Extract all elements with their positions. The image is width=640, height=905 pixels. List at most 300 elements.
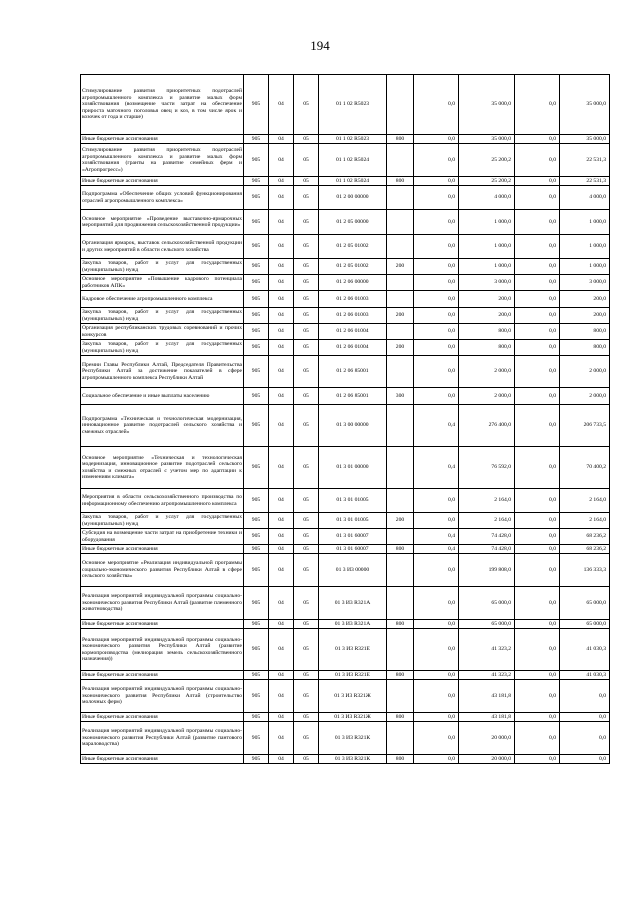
grbs-code: 905 (244, 587, 269, 620)
expense-type-code: 200 (387, 308, 414, 324)
target-article-code: 01 3 И3 R321А (319, 620, 387, 629)
target-article-code: 01 2 06 01003 (319, 291, 387, 308)
row-description: Закупка товаров, работ и услуг для государственных (муниципальных) нужд (82, 260, 242, 273)
target-article-code: 01 3 00 00000 (319, 405, 387, 447)
amount-3: 0,0 (515, 308, 560, 324)
amount-1: 0,0 (414, 671, 459, 680)
budget-table-body (81, 75, 610, 764)
row-description: Премии Главы Республики Алтай, Председателя Правительства Республики Алтай за достижение показателей в сфере агропромышленного комплекса Республики Алтай (81, 356, 244, 388)
amount-3: 0,0 (515, 755, 560, 764)
target-article-code: 01 2 06 01003 (319, 308, 387, 324)
grbs-code: 905 (244, 447, 269, 489)
amount-2: 1 000,0 (459, 235, 515, 259)
amount-3: 0,0 (515, 291, 560, 308)
subsection-code: 05 (294, 629, 319, 671)
grbs-code: 905 (244, 235, 269, 259)
amount-1: 0,0 (414, 340, 459, 356)
row-description: Закупка товаров, работ и услуг для государственных (муниципальных) нужд (82, 514, 242, 527)
table-row (81, 587, 610, 620)
amount-2: 43 181,8 (459, 680, 515, 713)
table-row (81, 275, 610, 291)
table-row (81, 620, 610, 629)
table-row (81, 722, 610, 755)
section-code: 04 (269, 340, 294, 356)
expense-type-code (387, 447, 414, 489)
row-description: Иные бюджетные ассигнования (81, 713, 244, 722)
row-description: Организация республиканских трудовых соревнований и прочих конкурсов (82, 325, 242, 338)
grbs-code: 905 (244, 186, 269, 210)
amount-2: 200,0 (459, 308, 515, 324)
section-code: 04 (269, 671, 294, 680)
amount-3: 0,0 (515, 186, 560, 210)
expense-type-code: 200 (387, 513, 414, 529)
table-row (81, 235, 610, 259)
row-description: Стимулирование развития приоритетных подотраслей агропромышленного комплекса и развитие малых форм хозяйствования (гранты на развитие семейных ферм и «Агропрогресс») (81, 144, 244, 177)
subsection-code: 05 (294, 671, 319, 680)
subsection-code: 05 (294, 275, 319, 291)
row-description: Подпрограмма «Обеспечение общих условий функционирования отраслей агропромышленного комплекса» (81, 186, 244, 210)
section-code: 04 (269, 235, 294, 259)
section-code: 04 (269, 388, 294, 405)
target-article-code: 01 3 И3 R321Ж (319, 680, 387, 713)
section-code: 04 (269, 291, 294, 308)
subsection-code: 05 (294, 291, 319, 308)
expense-type-code (387, 186, 414, 210)
amount-1: 0,0 (414, 554, 459, 587)
expense-type-code (387, 722, 414, 755)
section-code: 04 (269, 405, 294, 447)
amount-1: 0,0 (414, 629, 459, 671)
grbs-code: 905 (244, 620, 269, 629)
target-article-code: 01 1 02 R5023 (319, 75, 387, 135)
table-row (81, 210, 610, 235)
section-code: 04 (269, 259, 294, 275)
row-description: Реализация мероприятий индивидуальной программы социально-экономического развития Республики Алтай (развитие пантового мараловодства) (81, 722, 244, 755)
row-description: Основное мероприятие «Повышение кадрового потенциала работников АПК» (82, 276, 242, 289)
amount-2: 1 000,0 (459, 259, 515, 275)
table-row (81, 545, 610, 554)
subsection-code: 05 (294, 75, 319, 135)
subsection-code: 05 (294, 489, 319, 513)
grbs-code: 905 (244, 177, 269, 186)
amount-4: 136 333,3 (560, 554, 610, 587)
amount-2: 2 164,0 (459, 489, 515, 513)
amount-4: 2 000,0 (560, 388, 610, 405)
section-code: 04 (269, 680, 294, 713)
grbs-code: 905 (244, 405, 269, 447)
amount-3: 0,0 (515, 513, 560, 529)
target-article-code: 01 2 06 85001 (319, 356, 387, 388)
subsection-code: 05 (294, 210, 319, 235)
subsection-code: 05 (294, 259, 319, 275)
expense-type-code: 800 (387, 671, 414, 680)
grbs-code: 905 (244, 713, 269, 722)
grbs-code: 905 (244, 722, 269, 755)
section-code: 04 (269, 308, 294, 324)
section-code: 04 (269, 629, 294, 671)
subsection-code: 05 (294, 722, 319, 755)
amount-1: 0,0 (414, 135, 459, 144)
subsection-code: 05 (294, 554, 319, 587)
amount-2: 200,0 (459, 291, 515, 308)
row-description: Кадровое обеспечение агропромышленного комплекса (81, 291, 244, 308)
expense-type-code: 800 (387, 177, 414, 186)
subsection-code: 05 (294, 186, 319, 210)
row-description: Субсидия на возмещение части затрат на приобретение техники и оборудования (82, 530, 242, 543)
amount-4: 2 164,0 (560, 489, 610, 513)
amount-3: 0,0 (515, 388, 560, 405)
section-code: 04 (269, 356, 294, 388)
amount-1: 0,0 (414, 513, 459, 529)
amount-4: 0,0 (560, 680, 610, 713)
row-description: Социальное обеспечение и иные выплаты населению (81, 388, 244, 405)
table-row (81, 447, 610, 489)
row-description: Реализация мероприятий индивидуальной программы социально-экономического развития Республики Алтай (строительство молочных ферм) (81, 680, 244, 713)
amount-2: 25 200,2 (459, 144, 515, 177)
table-row (81, 680, 610, 713)
expense-type-code (387, 489, 414, 513)
amount-4: 200,0 (560, 291, 610, 308)
target-article-code: 01 1 02 R5024 (319, 177, 387, 186)
amount-3: 0,0 (515, 235, 560, 259)
amount-3: 0,0 (515, 671, 560, 680)
amount-4: 3 000,0 (560, 275, 610, 291)
subsection-code: 05 (294, 235, 319, 259)
target-article-code: 01 1 02 R5024 (319, 144, 387, 177)
amount-4: 68 236,2 (560, 529, 610, 545)
section-code: 04 (269, 513, 294, 529)
amount-2: 65 000,0 (459, 587, 515, 620)
target-article-code: 01 3 01 60007 (319, 545, 387, 554)
table-row (81, 259, 610, 275)
amount-4: 22 531,3 (560, 177, 610, 186)
budget-table (80, 74, 610, 764)
grbs-code: 905 (244, 356, 269, 388)
target-article-code: 01 2 05 01002 (319, 259, 387, 275)
amount-1: 0,0 (414, 713, 459, 722)
amount-4: 2 000,0 (560, 356, 610, 388)
amount-4: 0,0 (560, 713, 610, 722)
section-code: 04 (269, 755, 294, 764)
target-article-code: 01 3 01 01005 (319, 489, 387, 513)
grbs-code: 905 (244, 554, 269, 587)
amount-4: 70 400,2 (560, 447, 610, 489)
target-article-code: 01 2 06 01004 (319, 324, 387, 340)
grbs-code: 905 (244, 629, 269, 671)
amount-2: 2 000,0 (459, 388, 515, 405)
target-article-code: 01 3 01 00000 (319, 447, 387, 489)
amount-4: 1 000,0 (560, 235, 610, 259)
subsection-code: 05 (294, 620, 319, 629)
table-row (81, 405, 610, 447)
amount-3: 0,0 (515, 680, 560, 713)
table-row (81, 629, 610, 671)
amount-3: 0,0 (515, 275, 560, 291)
amount-4: 200,0 (560, 308, 610, 324)
amount-3: 0,0 (515, 554, 560, 587)
table-row (81, 308, 610, 324)
expense-type-code: 300 (387, 388, 414, 405)
amount-2: 25 200,2 (459, 177, 515, 186)
amount-1: 0,0 (414, 755, 459, 764)
table-row (81, 135, 610, 144)
row-description: Мероприятия в области сельскохозяйственного производства по информационному обеспечению агропромышленного комплекса (81, 489, 244, 513)
expense-type-code (387, 680, 414, 713)
row-description: Стимулирование развития приоритетных подотраслей агропромышленного комплекса и развитие малых форм хозяйствования (возмещение части затрат на обеспечение прироста маточного поголовья овец и коз, в том числе ярок и козочек от года и старше) (81, 75, 244, 135)
amount-3: 0,0 (515, 587, 560, 620)
target-article-code: 01 3 И3 R321А (319, 587, 387, 620)
amount-1: 0,0 (414, 388, 459, 405)
amount-4: 65 000,0 (560, 587, 610, 620)
amount-3: 0,0 (515, 529, 560, 545)
subsection-code: 05 (294, 447, 319, 489)
amount-3: 0,0 (515, 545, 560, 554)
subsection-code: 05 (294, 388, 319, 405)
amount-3: 0,0 (515, 489, 560, 513)
table-row (81, 388, 610, 405)
row-description: Иные бюджетные ассигнования (81, 620, 244, 629)
target-article-code: 01 3 И3 R321Е (319, 629, 387, 671)
section-code: 04 (269, 447, 294, 489)
expense-type-code: 200 (387, 259, 414, 275)
grbs-code: 905 (244, 529, 269, 545)
amount-4: 41 030,3 (560, 671, 610, 680)
grbs-code: 905 (244, 275, 269, 291)
subsection-code: 05 (294, 587, 319, 620)
amount-2: 20 000,0 (459, 755, 515, 764)
row-description: Основное мероприятие «Реализация индивидуальной программы социально-экономического развития Республики Алтай в сфере сельского хозяйства» (81, 554, 244, 587)
target-article-code: 01 2 05 00000 (319, 210, 387, 235)
subsection-code: 05 (294, 545, 319, 554)
amount-2: 43 181,8 (459, 713, 515, 722)
expense-type-code (387, 356, 414, 388)
subsection-code: 05 (294, 680, 319, 713)
amount-1: 0,0 (414, 144, 459, 177)
amount-3: 0,0 (515, 324, 560, 340)
table-row (81, 671, 610, 680)
row-description: Иные бюджетные ассигнования (81, 135, 244, 144)
row-description: Иные бюджетные ассигнования (81, 177, 244, 186)
row-description: Реализация мероприятий индивидуальной программы социально-экономического развития Республики Алтай (развитие кормопроизводства (мелиорация земель сельскохозяйственного назначения)) (81, 629, 244, 671)
target-article-code: 01 2 00 00000 (319, 186, 387, 210)
section-code: 04 (269, 587, 294, 620)
expense-type-code: 800 (387, 545, 414, 554)
amount-4: 35 000,0 (560, 135, 610, 144)
target-article-code: 01 2 05 01002 (319, 235, 387, 259)
amount-1: 0,0 (414, 489, 459, 513)
amount-1: 0,0 (414, 275, 459, 291)
amount-3: 0,0 (515, 405, 560, 447)
row-description: Подпрограмма «Техническая и технологическая модернизация, инновационное развитие подотраслей сельского хозяйства и смежных отраслей» (81, 405, 244, 447)
grbs-code: 905 (244, 75, 269, 135)
amount-1: 0,4 (414, 545, 459, 554)
subsection-code: 05 (294, 513, 319, 529)
section-code: 04 (269, 545, 294, 554)
amount-3: 0,0 (515, 722, 560, 755)
amount-4: 65 000,0 (560, 620, 610, 629)
amount-1: 0,0 (414, 620, 459, 629)
amount-4: 800,0 (560, 340, 610, 356)
subsection-code: 05 (294, 405, 319, 447)
amount-3: 0,0 (515, 177, 560, 186)
section-code: 04 (269, 529, 294, 545)
section-code: 04 (269, 75, 294, 135)
expense-type-code (387, 529, 414, 545)
expense-type-code (387, 275, 414, 291)
table-row (81, 356, 610, 388)
table-row (81, 489, 610, 513)
amount-4: 4 000,0 (560, 186, 610, 210)
amount-4: 206 733,5 (560, 405, 610, 447)
subsection-code: 05 (294, 144, 319, 177)
amount-1: 0,0 (414, 722, 459, 755)
grbs-code: 905 (244, 308, 269, 324)
target-article-code: 01 3 01 60007 (319, 529, 387, 545)
target-article-code: 01 3 И3 00000 (319, 554, 387, 587)
amount-2: 276 400,0 (459, 405, 515, 447)
table-row (81, 186, 610, 210)
grbs-code: 905 (244, 513, 269, 529)
section-code: 04 (269, 144, 294, 177)
section-code: 04 (269, 554, 294, 587)
amount-3: 0,0 (515, 620, 560, 629)
row-description: Основное мероприятие «Проведение выставочно-ярмарочных мероприятий для продвижения сельскохозяйственной продукции» (81, 210, 244, 235)
amount-1: 0,0 (414, 186, 459, 210)
expense-type-code (387, 324, 414, 340)
expense-type-code (387, 210, 414, 235)
amount-1: 0,0 (414, 210, 459, 235)
expense-type-code (387, 554, 414, 587)
amount-2: 800,0 (459, 324, 515, 340)
row-description: Реализация мероприятий индивидуальной программы социально-экономического развития Республики Алтай (развитие племенного животноводства) (81, 587, 244, 620)
amount-1: 0,0 (414, 587, 459, 620)
amount-3: 0,0 (515, 629, 560, 671)
expense-type-code: 800 (387, 755, 414, 764)
section-code: 04 (269, 135, 294, 144)
amount-4: 41 030,3 (560, 629, 610, 671)
table-row (81, 340, 610, 356)
expense-type-code (387, 75, 414, 135)
amount-3: 0,0 (515, 75, 560, 135)
subsection-code: 05 (294, 755, 319, 764)
table-row (81, 324, 610, 340)
target-article-code: 01 3 И3 R321Е (319, 671, 387, 680)
grbs-code: 905 (244, 489, 269, 513)
expense-type-code: 800 (387, 620, 414, 629)
table-row (81, 554, 610, 587)
amount-4: 0,0 (560, 755, 610, 764)
amount-2: 65 000,0 (459, 620, 515, 629)
subsection-code: 05 (294, 308, 319, 324)
expense-type-code (387, 629, 414, 671)
target-article-code: 01 3 И3 R321Ж (319, 713, 387, 722)
amount-1: 0,0 (414, 308, 459, 324)
row-description: Закупка товаров, работ и услуг для государственных (муниципальных) нужд (82, 309, 242, 322)
table-row (81, 75, 610, 135)
amount-2: 20 000,0 (459, 722, 515, 755)
target-article-code: 01 2 06 00000 (319, 275, 387, 291)
amount-2: 4 000,0 (459, 186, 515, 210)
section-code: 04 (269, 210, 294, 235)
grbs-code: 905 (244, 755, 269, 764)
subsection-code: 05 (294, 529, 319, 545)
amount-4: 1 000,0 (560, 210, 610, 235)
grbs-code: 905 (244, 291, 269, 308)
grbs-code: 905 (244, 388, 269, 405)
grbs-code: 905 (244, 324, 269, 340)
amount-4: 800,0 (560, 324, 610, 340)
amount-1: 0,0 (414, 291, 459, 308)
expense-type-code (387, 587, 414, 620)
amount-2: 35 000,0 (459, 135, 515, 144)
table-row (81, 529, 610, 545)
amount-2: 800,0 (459, 340, 515, 356)
section-code: 04 (269, 722, 294, 755)
grbs-code: 905 (244, 144, 269, 177)
expense-type-code (387, 144, 414, 177)
amount-2: 199 808,0 (459, 554, 515, 587)
subsection-code: 05 (294, 324, 319, 340)
grbs-code: 905 (244, 210, 269, 235)
amount-2: 41 323,2 (459, 671, 515, 680)
amount-3: 0,0 (515, 340, 560, 356)
amount-1: 0,0 (414, 259, 459, 275)
amount-4: 22 531,3 (560, 144, 610, 177)
amount-2: 74 428,0 (459, 545, 515, 554)
subsection-code: 05 (294, 135, 319, 144)
table-row (81, 713, 610, 722)
row-description: Закупка товаров, работ и услуг для государственных (муниципальных) нужд (82, 341, 242, 354)
target-article-code: 01 2 06 85001 (319, 388, 387, 405)
grbs-code: 905 (244, 680, 269, 713)
amount-1: 0,0 (414, 235, 459, 259)
grbs-code: 905 (244, 135, 269, 144)
amount-3: 0,0 (515, 210, 560, 235)
section-code: 04 (269, 275, 294, 291)
amount-3: 0,0 (515, 144, 560, 177)
amount-4: 1 000,0 (560, 259, 610, 275)
amount-4: 35 000,0 (560, 75, 610, 135)
expense-type-code: 800 (387, 713, 414, 722)
amount-3: 0,0 (515, 713, 560, 722)
amount-1: 0,0 (414, 177, 459, 186)
amount-2: 41 323,2 (459, 629, 515, 671)
target-article-code: 01 3 01 01005 (319, 513, 387, 529)
section-code: 04 (269, 324, 294, 340)
subsection-code: 05 (294, 713, 319, 722)
amount-1: 0,4 (414, 529, 459, 545)
amount-1: 0,4 (414, 405, 459, 447)
section-code: 04 (269, 620, 294, 629)
amount-2: 3 000,0 (459, 275, 515, 291)
amount-2: 2 164,0 (459, 513, 515, 529)
amount-1: 0,0 (414, 680, 459, 713)
subsection-code: 05 (294, 356, 319, 388)
page-number: 194 (310, 38, 330, 53)
grbs-code: 905 (244, 259, 269, 275)
subsection-code: 05 (294, 340, 319, 356)
expense-type-code (387, 235, 414, 259)
amount-2: 35 000,0 (459, 75, 515, 135)
amount-1: 0,0 (414, 356, 459, 388)
section-code: 04 (269, 186, 294, 210)
amount-3: 0,0 (515, 135, 560, 144)
expense-type-code: 800 (387, 135, 414, 144)
amount-4: 68 236,2 (560, 545, 610, 554)
table-row (81, 177, 610, 186)
section-code: 04 (269, 713, 294, 722)
row-description: Иные бюджетные ассигнования (81, 755, 244, 764)
